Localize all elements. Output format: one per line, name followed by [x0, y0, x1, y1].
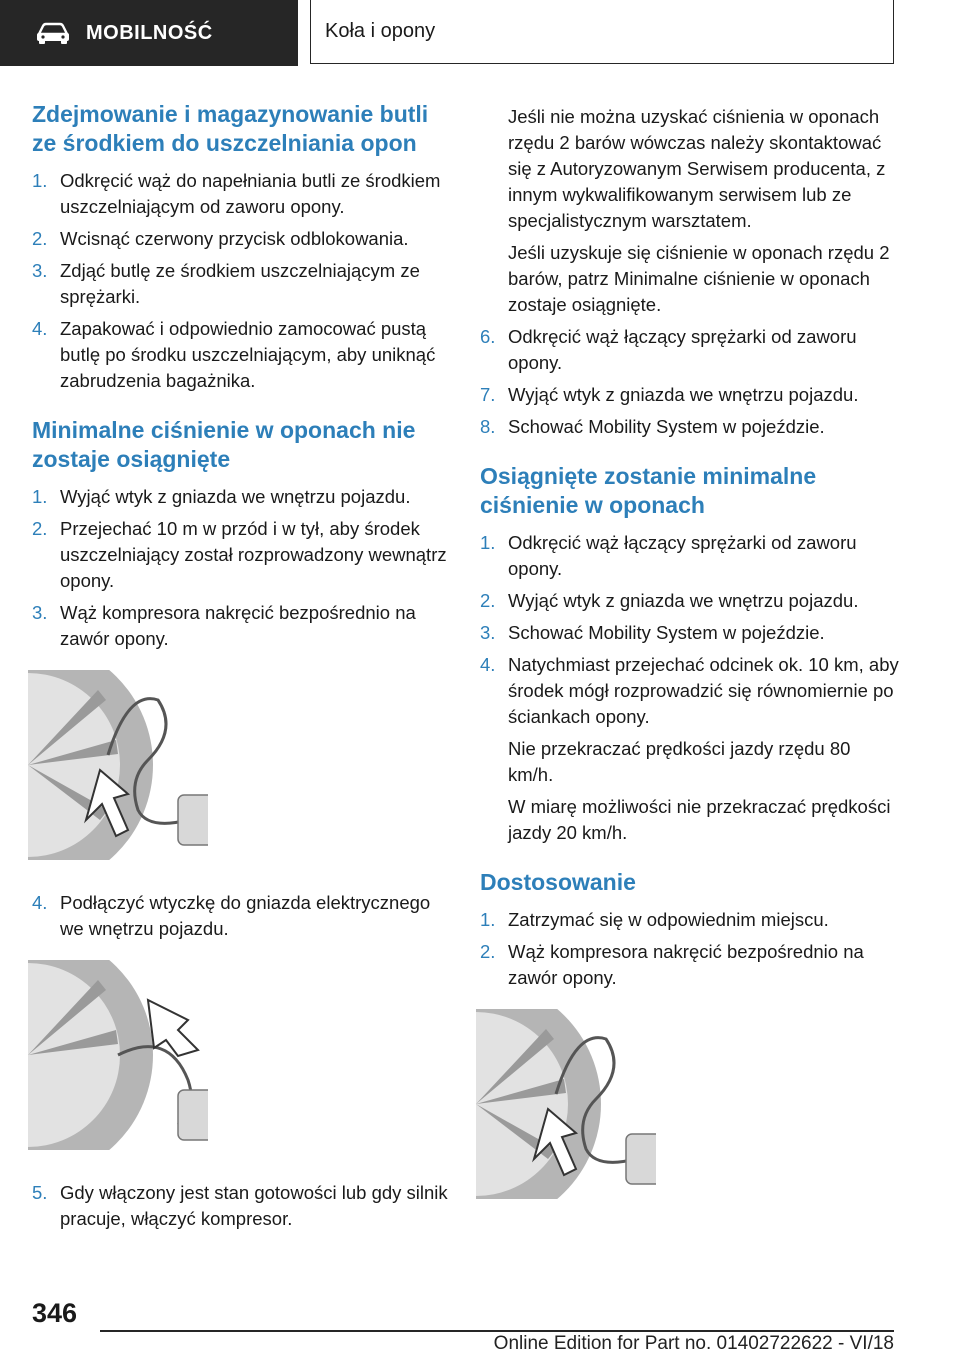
info-paragraph: Jeśli uzyskuje się ciśnienie w oponach rzędu 2 barów, patrz Minimalne ciśnienie w oponach zostaje osiągnięte.: [508, 242, 890, 315]
section-title: MOBILNOŚĆ: [86, 21, 213, 44]
list-item: 2. Wąż kompresora nakręcić bezpośrednio na zawór opony.: [480, 941, 864, 988]
list-item: 1. Odkręcić wąż łączący sprężarki od zaworu opony.: [480, 532, 857, 579]
list-item: 4. Podłączyć wtyczkę do gniazda elektrycznego we wnętrzu pojazdu.: [32, 892, 431, 939]
edition-note: Online Edition for Part no. 01402722622 - VI/18: [493, 1333, 894, 1354]
list-item: 3. Zdjąć butlę ze środkiem uszczelniającym ze sprężarki.: [32, 260, 420, 307]
info-paragraph: W miarę możliwości nie przekraczać prędkości jazdy 20 km/h.: [508, 796, 891, 843]
info-paragraph: Nie przekraczać prędkości jazdy rzędu 80 km/h.: [508, 738, 851, 785]
list-item: 7. Wyjąć wtyk z gniazda we wnętrzu pojazdu.: [480, 384, 859, 405]
left-column: [32, 100, 452, 1238]
section-heading-adjustment: Dostosowanie: [480, 869, 636, 895]
section-header: [0, 0, 298, 66]
car-icon: [36, 22, 70, 44]
socket-connection-illustration: [28, 960, 208, 1150]
list-item: 2. Wcisnąć czerwony przycisk odblokowania.: [32, 228, 409, 249]
chapter-header: [310, 0, 894, 64]
list-item: 5. Gdy włączony jest stan gotowości lub gdy silnik pracuje, włączyć kompresor.: [32, 1182, 448, 1229]
list-item: 3. Schować Mobility System w pojeździe.: [480, 622, 825, 643]
compressor-valve-illustration: [476, 1009, 656, 1199]
page-number: 346: [32, 1298, 78, 1328]
compressor-valve-illustration: [28, 670, 208, 860]
footer-divider: [100, 1330, 894, 1332]
list-item: 8. Schować Mobility System w pojeździe.: [480, 416, 825, 437]
info-paragraph: Jeśli nie można uzyskać ciśnienia w oponach rzędu 2 barów wówczas należy skontaktować się z Autoryzowanym Serwisem producenta, z innym wykwalifikowanym serwisem lub ze specjalistycznym warsztatem.: [508, 106, 886, 231]
section-heading-pressure-reached: Osiągnięte zostanie minimalne ciśnienie w oponach: [480, 463, 817, 518]
right-column: [480, 100, 900, 1229]
list-item: 1. Wyjąć wtyk z gniazda we wnętrzu pojazdu.: [32, 486, 411, 507]
list-item: 4. Natychmiast przejechać odcinek ok. 10 km, aby środek mógł rozprowadzić się równomiernie po ściankach opony.: [480, 654, 899, 727]
list-item: 1. Odkręcić wąż do napełniania butli ze środkiem uszczelniającym od zaworu opony.: [32, 170, 441, 217]
chapter-title: Koła i opony: [325, 20, 436, 42]
list-item: 3. Wąż kompresora nakręcić bezpośrednio na zawór opony.: [32, 602, 416, 649]
list-item: 2. Wyjąć wtyk z gniazda we wnętrzu pojazdu.: [480, 590, 859, 611]
section-heading-remove-bottle: Zdejmowanie i magazynowanie butli ze środkiem do uszczelniania opon: [32, 101, 429, 156]
section-heading-pressure-not-reached: Minimalne ciśnienie w oponach nie zostaje osiągnięte: [32, 417, 416, 472]
list-item: 4. Zapakować i odpowiednio zamocować pustą butlę po środku uszczelniającym, aby uniknąć zabrudzenia bagażnika.: [32, 318, 436, 391]
list-item: 2. Przejechać 10 m w przód i w tył, aby środek uszczelniający został rozprowadzony wewnątrz opony.: [32, 518, 447, 591]
list-item: 1. Zatrzymać się w odpowiednim miejscu.: [480, 909, 829, 930]
list-item: 6. Odkręcić wąż łączący sprężarki od zaworu opony.: [480, 326, 857, 373]
